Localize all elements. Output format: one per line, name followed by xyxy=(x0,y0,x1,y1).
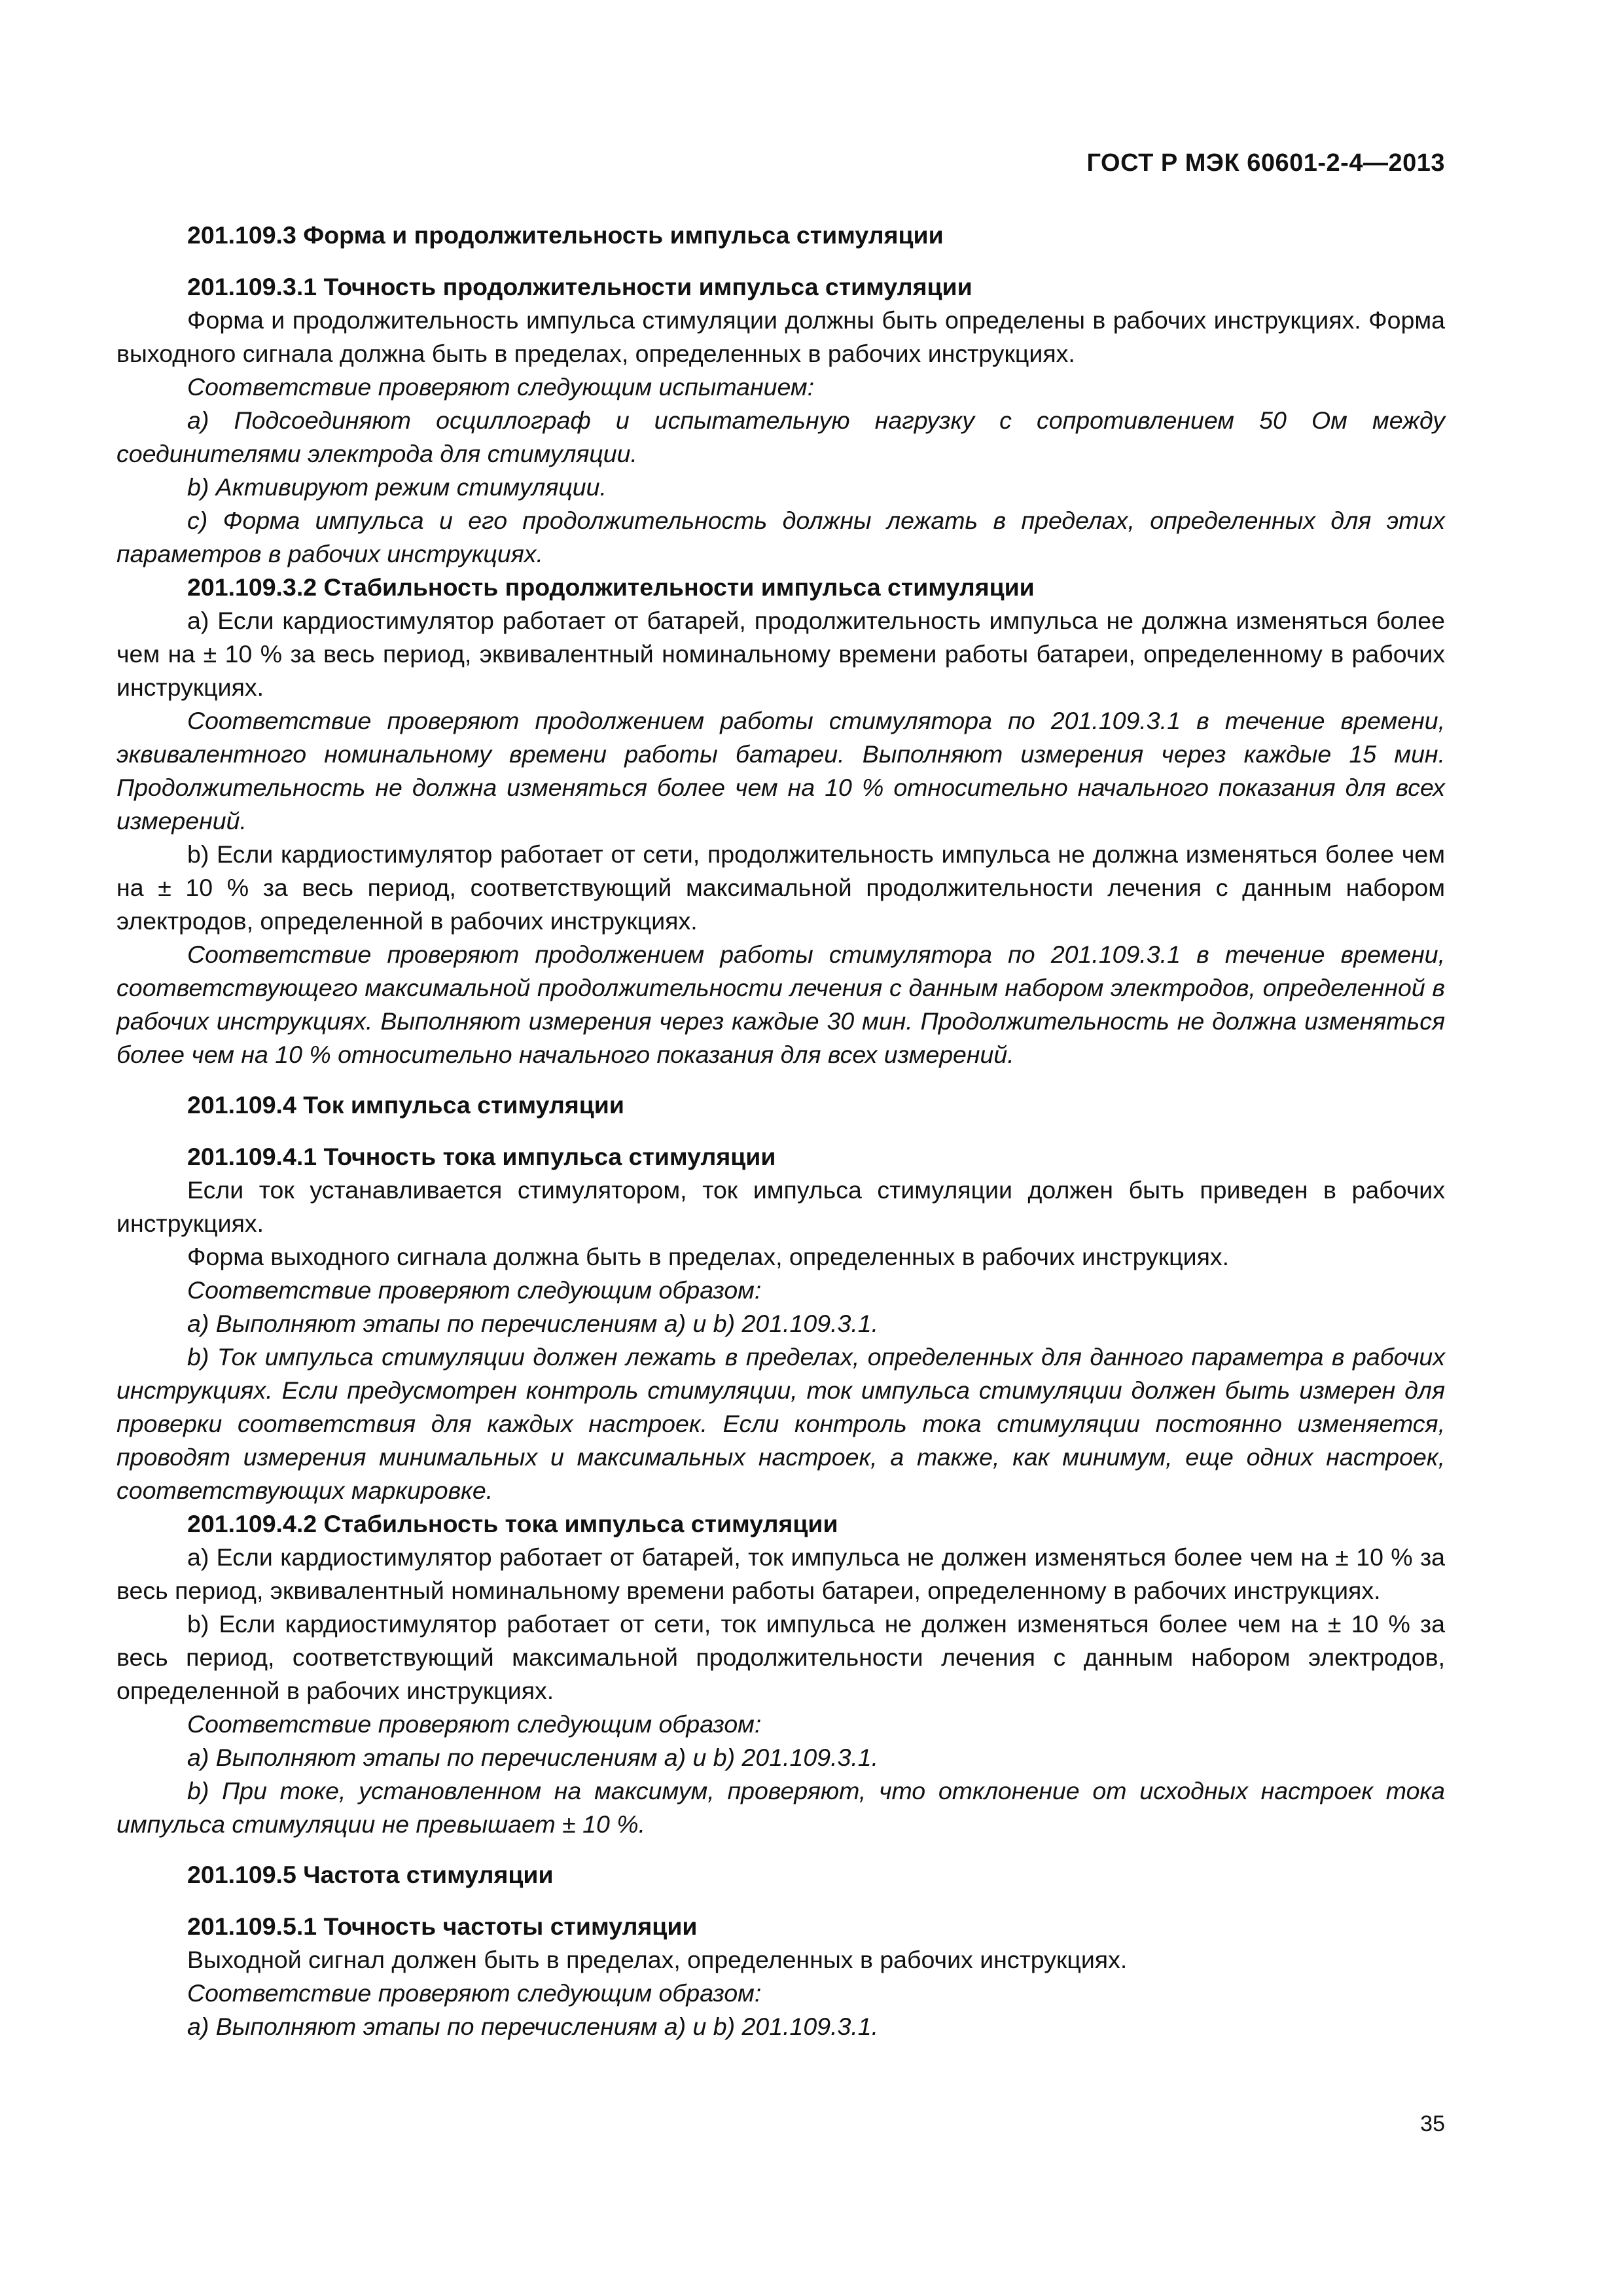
compliance-paragraph: Соответствие проверяют продолжением работы стимулятора по 201.109.3.1 в течение времени, соответствующего максимальной продолжительности лечения с данным набором электродов, определенной в рабочих инструкциях. Выполняют измерения через каждые 30 мин. Продолжительность не должна изменяться более чем на 10 % относительно начального показания для всех измерений. xyxy=(116,941,1445,1068)
compliance-paragraph: Соответствие проверяют следующим образом: xyxy=(187,1979,762,2007)
body-paragraph: Выходной сигнал должен быть в пределах, определенных в рабочих инструкциях. xyxy=(187,1946,1128,1973)
body-paragraph: Форма выходного сигнала должна быть в пределах, определенных в рабочих инструкциях. xyxy=(187,1243,1230,1270)
compliance-paragraph: a) Выполняют этапы по перечислениям a) и b) 201.109.3.1. xyxy=(187,2013,879,2040)
section-heading: 201.109.5 Частота стимуляции xyxy=(187,1861,554,1888)
compliance-paragraph: Соответствие проверяют следующим образом: xyxy=(187,1710,762,1738)
page-number: 35 xyxy=(1420,2111,1445,2136)
compliance-paragraph: a) Выполняют этапы по перечислениям a) и b) 201.109.3.1. xyxy=(187,1310,879,1337)
body-paragraph: a) Если кардиостимулятор работает от батарей, ток импульса не должен изменяться более чем на ± 10 % за весь период, эквивалентный номинальному времени работы батареи, определенному в рабочих инструкциях. xyxy=(116,1543,1445,1604)
standard-code-header: ГОСТ Р МЭК 60601-2-4—2013 xyxy=(1086,149,1445,177)
compliance-paragraph: Соответствие проверяют следующим образом: xyxy=(187,1276,762,1304)
section-heading: 201.109.3.1 Точность продолжительности импульса стимуляции xyxy=(187,273,972,300)
body-paragraph: b) Если кардиостимулятор работает от сети, продолжительность импульса не должна изменяться более чем на ± 10 % за весь период, соответствующий максимальной продолжительности лечения с данным набором электродов, определенной в рабочих инструкциях. xyxy=(116,840,1445,935)
body-paragraph: Форма и продолжительность импульса стимуляции должны быть определены в рабочих инструкциях. Форма выходного сигнала должна быть в пределах, определенных в рабочих инструкциях. xyxy=(116,306,1445,367)
compliance-paragraph: b) Активируют режим стимуляции. xyxy=(187,473,607,501)
section-heading: 201.109.3.2 Стабильность продолжительности импульса стимуляции xyxy=(187,573,1035,601)
compliance-paragraph: Соответствие проверяют продолжением работы стимулятора по 201.109.3.1 в течение времени, эквивалентного номинальному времени работы батареи. Выполняют измерения через каждые 15 мин. Продолжительность не должна изменяться более чем на 10 % относительно начального показания для всех измерений. xyxy=(116,707,1445,834)
compliance-paragraph: a) Подсоединяют осциллограф и испытательную нагрузку с сопротивлением 50 Ом между соединителями электрода для стимуляции. xyxy=(116,406,1445,467)
body-paragraph: Если ток устанавливается стимулятором, ток импульса стимуляции должен быть приведен в рабочих инструкциях. xyxy=(116,1176,1445,1237)
section-heading: 201.109.5.1 Точность частоты стимуляции xyxy=(187,1912,698,1940)
document-body xyxy=(116,219,1445,2043)
body-paragraph: b) Если кардиостимулятор работает от сети, ток импульса не должен изменяться более чем на ± 10 % за весь период, соответствующий максимальной продолжительности лечения с данным набором электродов, определенной в рабочих инструкциях. xyxy=(116,1610,1445,1704)
section-heading: 201.109.4.1 Точность тока импульса стимуляции xyxy=(187,1143,776,1170)
section-heading: 201.109.3 Форма и продолжительность импульса стимуляции xyxy=(187,221,944,249)
section-heading: 201.109.4 Ток импульса стимуляции xyxy=(187,1091,624,1119)
compliance-paragraph: Соответствие проверяют следующим испытанием: xyxy=(187,373,815,401)
compliance-paragraph: b) При токе, установленном на максимум, проверяют, что отклонение от исходных настроек тока импульса стимуляции не превышает ± 10 %. xyxy=(116,1777,1445,1838)
compliance-paragraph: b) Ток импульса стимуляции должен лежать в пределах, определенных для данного параметра в рабочих инструкциях. Если предусмотрен контроль стимуляции, ток импульса стимуляции должен быть измерен для проверки соответствия для каждых настроек. Если контроль тока стимуляции постоянно изменяется, проводят измерения минимальных и максимальных настроек, а также, как минимум, еще одних настроек, соответствующих маркировке. xyxy=(116,1343,1445,1504)
body-paragraph: a) Если кардиостимулятор работает от батарей, продолжительность импульса не должна изменяться более чем на ± 10 % за весь период, эквивалентный номинальному времени работы батареи, определенному в рабочих инструкциях. xyxy=(116,607,1445,701)
compliance-paragraph: c) Форма импульса и его продолжительность должны лежать в пределах, определенных для этих параметров в рабочих инструкциях. xyxy=(116,507,1445,567)
compliance-paragraph: a) Выполняют этапы по перечислениям a) и b) 201.109.3.1. xyxy=(187,1744,879,1771)
section-heading: 201.109.4.2 Стабильность тока импульса стимуляции xyxy=(187,1510,838,1537)
